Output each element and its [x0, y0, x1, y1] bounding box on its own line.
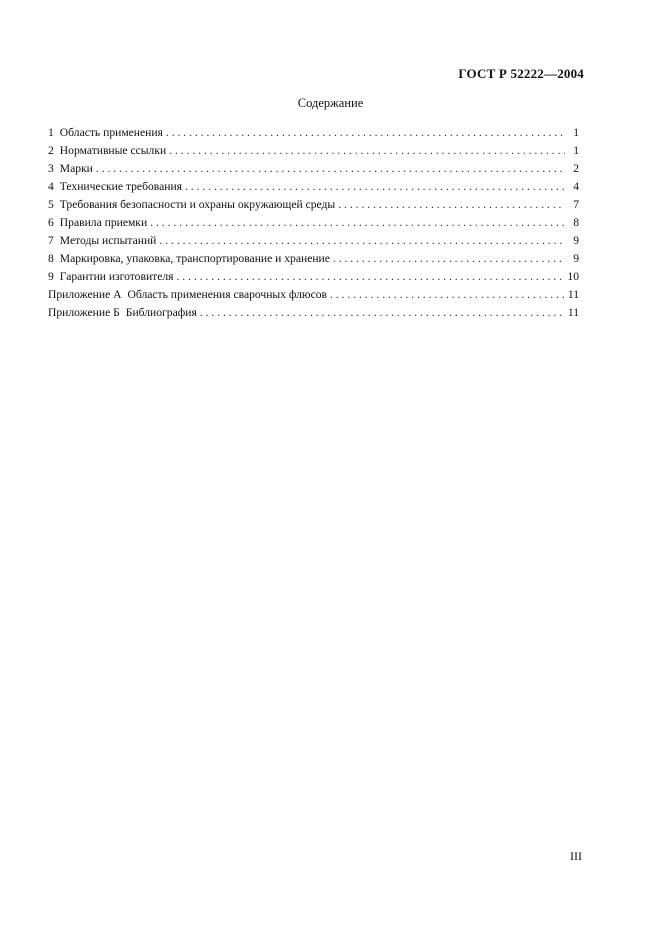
toc-leader-dots: [150, 214, 565, 232]
toc-entry-title: Требования безопасности и охраны окружающей среды: [59, 198, 336, 211]
toc-entry-appendix[interactable]: [48, 304, 579, 322]
table-of-contents: [48, 124, 579, 322]
toc-leader-dots: [166, 124, 565, 142]
toc-entry-title: Библиография: [125, 306, 197, 319]
toc-entry-number: Приложение Б: [48, 306, 120, 319]
toc-entry-number: Приложение А: [48, 288, 122, 301]
toc-entry[interactable]: [48, 268, 579, 286]
toc-entry-number: 5: [48, 198, 54, 211]
page-number: III: [570, 849, 582, 863]
toc-entry-page: 10: [567, 270, 579, 283]
toc-entry-number: 3: [48, 162, 54, 175]
toc-leader-dots: [185, 178, 565, 196]
toc-entry-page: 4: [573, 180, 579, 193]
toc-entry-number: 6: [48, 216, 54, 229]
toc-leader-dots: [330, 286, 565, 304]
toc-leader-dots: [338, 196, 565, 214]
toc-entry-page: 8: [573, 216, 579, 229]
toc-leader-dots: [333, 250, 565, 268]
toc-entry[interactable]: [48, 214, 579, 232]
toc-leader-dots: [96, 160, 565, 178]
toc-entry[interactable]: [48, 250, 579, 268]
toc-entry-appendix[interactable]: [48, 286, 579, 304]
toc-entry[interactable]: [48, 178, 579, 196]
toc-entry-page: 9: [573, 252, 579, 265]
toc-entry[interactable]: [48, 160, 579, 178]
toc-entry-title: Методы испытаний: [59, 234, 157, 247]
toc-leader-dots: [200, 304, 565, 322]
toc-entry-page: 1: [573, 126, 579, 139]
toc-entry-number: 1: [48, 126, 54, 139]
toc-entry-page: 7: [573, 198, 579, 211]
toc-entry[interactable]: [48, 196, 579, 214]
toc-entry[interactable]: [48, 232, 579, 250]
toc-entry-page: 9: [573, 234, 579, 247]
toc-entry-number: 2: [48, 144, 54, 157]
toc-entry-number: 7: [48, 234, 54, 247]
toc-leader-dots: [177, 268, 566, 286]
toc-entry-page: 11: [567, 288, 579, 301]
toc-entry-title: Марки: [59, 162, 93, 175]
toc-entry-number: 9: [48, 270, 54, 283]
toc-entry-page: 1: [573, 144, 579, 157]
toc-leader-dots: [169, 142, 565, 160]
toc-entry-title: Технические требования: [59, 180, 182, 193]
document-code: ГОСТ Р 52222—2004: [458, 66, 584, 81]
toc-entry-number: 4: [48, 180, 54, 193]
toc-entry-title: Гарантии изготовителя: [59, 270, 174, 283]
toc-entry[interactable]: [48, 124, 579, 142]
toc-title: Содержание: [297, 96, 364, 110]
toc-entry-title: Правила приемки: [59, 216, 148, 229]
toc-entry-title: Нормативные ссылки: [59, 144, 167, 157]
toc-entry-title: Маркировка, упаковка, транспортирование и хранение: [59, 252, 330, 265]
toc-entry-title: Область применения сварочных флюсов: [127, 288, 328, 301]
toc-entry[interactable]: [48, 142, 579, 160]
toc-leader-dots: [159, 232, 565, 250]
toc-entry-page: 11: [567, 306, 579, 319]
toc-entry-number: 8: [48, 252, 54, 265]
toc-entry-page: 2: [573, 162, 579, 175]
toc-entry-title: Область применения: [59, 126, 163, 139]
